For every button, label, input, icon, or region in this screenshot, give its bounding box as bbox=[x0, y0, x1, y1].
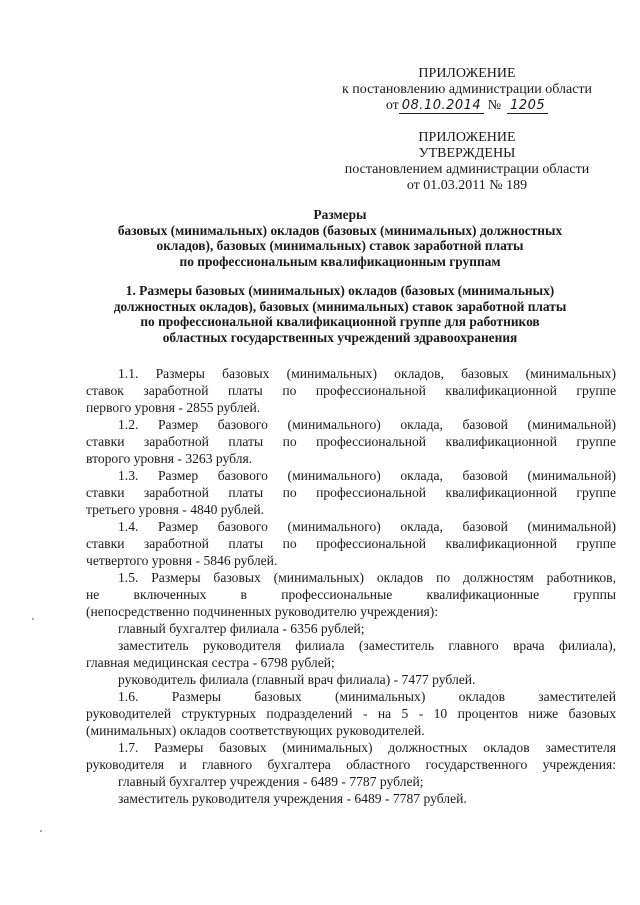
handwritten-date: 08.10.2014 bbox=[399, 98, 484, 114]
paragraph-1-4-line: четвертого уровня - 5846 рублей. bbox=[86, 553, 278, 568]
paragraph-1-1-line: ставок заработной платы по профессиональной квалификационной группе bbox=[86, 383, 616, 398]
paragraph-1-5-line: (непосредственно подчиненных руководителю учреждения): bbox=[86, 604, 439, 619]
paragraph-1-5-item: главный бухгалтер филиала - 6356 рублей; bbox=[118, 621, 365, 636]
section-heading-line: 1. Размеры базовых (минимальных) окладов (базовых (минимальных) bbox=[125, 283, 555, 298]
number-prefix: № bbox=[487, 98, 502, 113]
section-heading-line: должностных окладов), базовых (минимальных) ставок заработной платы bbox=[113, 298, 567, 314]
paragraph-1-5-line: не включенных в профессиональные квалификационные группы bbox=[86, 587, 616, 602]
paragraph-1-4-line: ставки заработной платы по профессиональной квалификационной группе bbox=[86, 536, 616, 551]
paragraph-1-6-line: 1.6. Размеры базовых (минимальных) окладов заместителей bbox=[118, 689, 616, 704]
appendix-header-top bbox=[332, 66, 602, 114]
appendix2-title: ПРИЛОЖЕНИЕ bbox=[418, 130, 516, 145]
paragraph-1-7-item: заместитель руководителя учреждения - 6489 - 7787 рублей. bbox=[118, 791, 467, 806]
paragraph-1-6-line: руководителей структурных подразделений - на 5 - 10 процентов ниже базовых bbox=[86, 706, 616, 721]
main-heading bbox=[60, 207, 620, 269]
paragraph-1-3-line: третьего уровня - 4840 рублей. bbox=[86, 502, 265, 517]
main-heading-line: Размеры bbox=[313, 207, 367, 222]
main-heading-line: базовых (минимальных) окладов (базовых (минимальных) должностных bbox=[117, 222, 563, 238]
paragraph-1-6-line: (минимальных) окладов соответствующих руководителей. bbox=[86, 723, 425, 738]
paragraph-1-3-line: 1.3. Размер базового (минимального) оклада, базовой (минимальной) bbox=[118, 468, 616, 483]
approved-label: УТВЕРЖДЕНЫ bbox=[418, 146, 516, 161]
section-heading-line: по профессиональной квалификационной группе для работников bbox=[140, 314, 540, 329]
paragraph-1-4-line: 1.4. Размер базового (минимального) оклада, базовой (минимальной) bbox=[118, 519, 616, 534]
main-heading-line: окладов), базовых (минимальных) ставок заработной платы bbox=[156, 238, 524, 253]
paragraph-1-2-line: 1.2. Размер базового (минимального) оклада, базовой (минимальной) bbox=[118, 417, 616, 432]
appendix-title: ПРИЛОЖЕНИЕ bbox=[418, 66, 516, 81]
appendix2-subtitle: постановлением администрации области bbox=[344, 162, 590, 177]
handwritten-number: 1205 bbox=[507, 98, 548, 114]
scan-speck bbox=[32, 618, 34, 620]
paragraph-1-5-item: главная медицинская сестра - 6798 рублей; bbox=[86, 655, 335, 670]
paragraph-1-5-item: заместитель руководителя филиала (заместитель главного врача филиала), bbox=[118, 638, 616, 653]
appendix-header-second bbox=[332, 130, 602, 194]
section-heading-line: областных государственных учреждений здравоохранения bbox=[162, 329, 518, 345]
body-text bbox=[86, 365, 616, 807]
paragraph-1-1-line: первого уровня - 2855 рублей. bbox=[86, 400, 261, 415]
paragraph-1-2-line: ставки заработной платы по профессиональной квалификационной группе bbox=[86, 434, 616, 449]
paragraph-1-5-item: руководитель филиала (главный врач филиала) - 7477 рублей. bbox=[118, 672, 476, 687]
paragraph-1-5-line: 1.5. Размеры базовых (минимальных) окладов по должностям работников, bbox=[118, 570, 616, 585]
paragraph-1-7-item: главный бухгалтер учреждения - 6489 - 7787 рублей; bbox=[118, 774, 424, 789]
paragraph-1-7-line: руководителя и главного бухгалтера областного государственного учреждения: bbox=[86, 757, 616, 772]
section-heading bbox=[60, 283, 620, 345]
paragraph-1-7-line: 1.7. Размеры базовых (минимальных) должностных окладов заместителя bbox=[118, 740, 616, 755]
scan-speck bbox=[40, 830, 42, 832]
appendix-date-number-line bbox=[332, 98, 602, 114]
date-prefix: от bbox=[385, 98, 399, 113]
paragraph-1-1-line: 1.1. Размеры базовых (минимальных) окладов, базовых (минимальных) bbox=[118, 366, 616, 381]
paragraph-1-3-line: ставки заработной платы по профессиональной квалификационной группе bbox=[86, 485, 616, 500]
paragraph-1-2-line: второго уровня - 3263 рубля. bbox=[86, 451, 253, 466]
main-heading-line: по профессиональным квалификационным группам bbox=[179, 253, 501, 269]
appendix2-date-line: от 01.03.2011 № 189 bbox=[406, 178, 528, 193]
appendix-subtitle: к постановлению администрации области bbox=[341, 82, 593, 97]
